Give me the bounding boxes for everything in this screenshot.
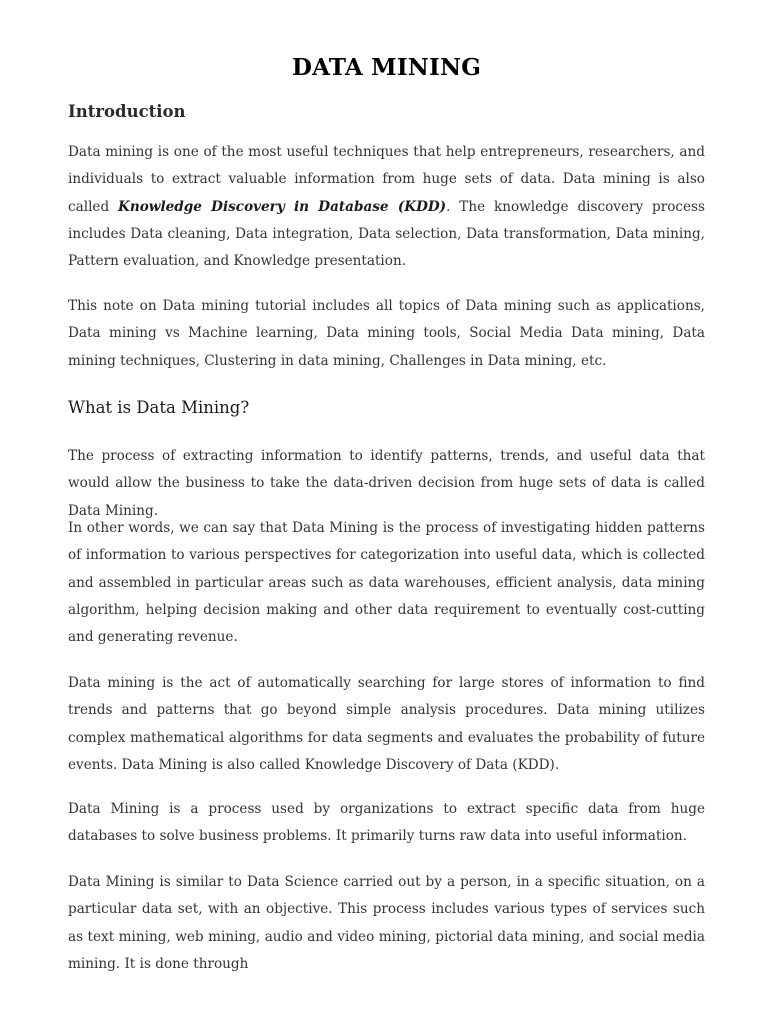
- body-paragraph: Data Mining is similar to Data Science carried out by a person, in a specific situation, on a particular data set, with an objective. This process includes various types of services such as text mining, web mining, audio and video mining, pictorial data mining, and social media mining. It is done through: [68, 874, 705, 972]
- intro-paragraph-1: [68, 139, 705, 275]
- body-paragraph: Data Mining is a process used by organizations to extract specific data from huge databases to solve business problems. It primarily turns raw data into useful information.: [68, 801, 705, 845]
- section-heading-introduction: Introduction: [68, 102, 186, 121]
- intro-p1-text-after: . The knowledge discovery process includes Data cleaning, Data integration, Data selection, Data transformation, Data mining, Pattern evaluation, and Knowledge presentation.: [68, 198, 705, 270]
- body-paragraph: The process of extracting information to identify patterns, trends, and useful data that would allow the business to take the data-driven decision from huge sets of data is called Data Mining.: [68, 448, 705, 519]
- intro-paragraph-2: This note on Data mining tutorial includes all topics of Data mining such as applications, Data mining vs Machine learning, Data mining tools, Social Media Data mining, Data mining techniques, Clustering in data mining, Challenges in Data mining, etc.: [68, 298, 705, 369]
- page-title: DATA MINING: [291, 54, 482, 81]
- intro-p1-text-before: Data mining is one of the most useful techniques that help entrepreneurs, researchers, and individuals to extract valuable information from huge sets of data. Data mining is also called: [68, 144, 705, 215]
- body-paragraph: In other words, we can say that Data Mining is the process of investigating hidden patterns of information to various perspectives for categorization into useful data, which is collected and assembled in particular areas such as data warehouses, efficient analysis, data mining algorithm, helping decision making and other data requirement to eventually cost-cutting and generating revenue.: [68, 520, 705, 646]
- kdd-emphasis: Knowledge Discovery in Database (KDD): [118, 198, 447, 215]
- section-heading-what-is-data-mining: What is Data Mining?: [68, 398, 250, 417]
- body-paragraph: Data mining is the act of automatically searching for large stores of information to find trends and patterns that go beyond simple analysis procedures. Data mining utilizes complex mathematical algorithms for data segments and evaluates the probability of future events. Data Mining is also called Knowledge Discovery of Data (KDD).: [68, 675, 705, 773]
